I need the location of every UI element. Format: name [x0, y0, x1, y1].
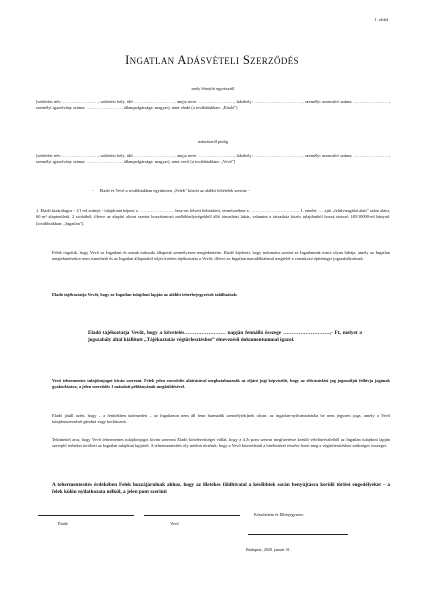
parties-line — [36, 188, 390, 194]
witness-label: Készítettem és Ellenjegyzem: — [254, 512, 304, 517]
buyer-signature-line — [144, 515, 240, 516]
intro-other: másrészről pedig — [198, 139, 228, 144]
seller-line-2: állampolgársága: magyar), mint eladó (a továbbiakban: „Eladó”) — [123, 105, 238, 111]
buyer-line-1: (születési név: ……………………, születési hely, idő: ………………………, anyja neve: ……………………, lakóhely: ……………………………, személyi azonosító száma: ……………………, személyi igazolvány száma: ……………………, — [36, 153, 390, 165]
seller-signature-label: Eladó — [58, 521, 68, 526]
parties-text: Eladó és Vevő a továbbiakban együttesen „Felek” között az alábbi feltételek szerint: - — [99, 188, 250, 193]
witness-signature-line — [248, 534, 348, 535]
intro-between: mely létrejött egyrészről — [191, 86, 235, 91]
seller-line-1: (születési név: ……………………, születési hely, idő: ………………………, anyja neve: ……………………, lakóhely: ……………………………, személyi azonosító száma: ……………………, személyi igazolvány száma: ……………………, — [36, 99, 390, 111]
paragraph-6: Eladó jótáll azért, hogy – a fentiekben üzlemeden – az Ingatlanon nem áll fenn harmadik személy(ek)nek olyan, az ingatlan-nyilvántartásba be nem jegyzett joga, amely a Vevő tulajdonszerzését gátolná vagy korlátozná. — [52, 413, 390, 425]
place-date: Budapest, 2020. január 31. — [246, 547, 291, 552]
buyer-line-2: állampolgársága: magyar), mint vevő (a továbbiakban: „Vevő”) — [123, 159, 236, 165]
paragraph-1: 1. Eladó kizárólagos - 1/1-ed arányú - tulajdonát képezi a …………………… hrsz-on felvett belterületi, természetben a ……………………………. 1. emelet …. ajtó „felülvizsgálat alatt” szám alatti, 60 m² alapterületű, 2 szobából, illetve az alapító okirat szerint hozzátartozó mellékhelyiségekből álló társasházi lakás, valamint a társasház közös tulajdonból hozzá tartozó 149/10000-ed hányad. (továbbiakban: „Ingatlan”). — [36, 208, 390, 226]
paragraph-3: Eladó tájékoztatja Vevőt, hogy az Ingatlan tulajdoni lapján az alábbi teherbejegyzések találhatóak: — [52, 292, 238, 297]
bullet-icon: - — [92, 188, 94, 193]
signature-area — [36, 507, 390, 537]
paragraph-5: Vevő tehermentes tulajdonjogot kíván szerezni. Felek jelen szerződés aláírásával meghatalmazzák az eljáró jogi képviselőt, hogy az elővásárlási jog jogosultját felhívja jogának gyakorlására, a jelen szerződés 1 másolati példányának megküldésével. — [52, 378, 390, 390]
paragraph-7: Tekintettel arra, hogy Vevő tehermentes tulajdonjogot kíván szerezni Eladó kötelezettséget vállal, hogy a 4./b pont szerint megfizetésre kerülő vételárrészletből az Ingatlan tulajdoni lapján szereplő terheket törölteti az Ingatlan tulajdoni lapjáról. A tehermentesítés oly módon történik, hogy a Vevő közvetlenül a hitelintézet részére fizeti meg a végtörlesztéshez szükséges összeget. — [52, 437, 390, 449]
document-title: Ingatlan Adásvételi Szerződés — [125, 53, 299, 67]
buyer-signature-label: Vevő — [170, 521, 179, 526]
paragraph-4: Eladó tájékoztatja Vevőt, hogy a követelés…………………… napján fennálló összege ………………………,- Ft, melyet a jogszabály által kiállított „Tájékoztatás végtörlesztéshez” elnevezésű dokumentummal igazol. — [88, 330, 362, 344]
paragraph-2: Felek rögzítik, hogy Vevő az Ingatlant és annak műszaki állapotát személyesen megtekintette. Eladó kijelenti, hogy tudomása szerint az Ingatlannak nincs olyan hibája, amely az Ingatlan megtekintésekor nem ismerhető és az Ingatlan állapotától teljes körűen tájékoztatta a Vevőt, illetve az Ingatlan maradéktalanul megfelel a vonatkozó építésügyi jogszabályoknak. — [52, 250, 390, 262]
paragraph-8: A tehermentesítés érdekében Felek hozzájárulnak ahhoz, hogy az illetékes földhivatal a későbbiek során benyújtásra kerülő törlési engedélyeket – a felek külön nyilatkozata nélkül, a jelen pont szerinti — [52, 482, 390, 496]
seller-signature-line — [38, 515, 134, 516]
seller-details — [36, 99, 390, 112]
page-number: 1. oldal — [374, 17, 388, 22]
buyer-details — [36, 153, 390, 166]
